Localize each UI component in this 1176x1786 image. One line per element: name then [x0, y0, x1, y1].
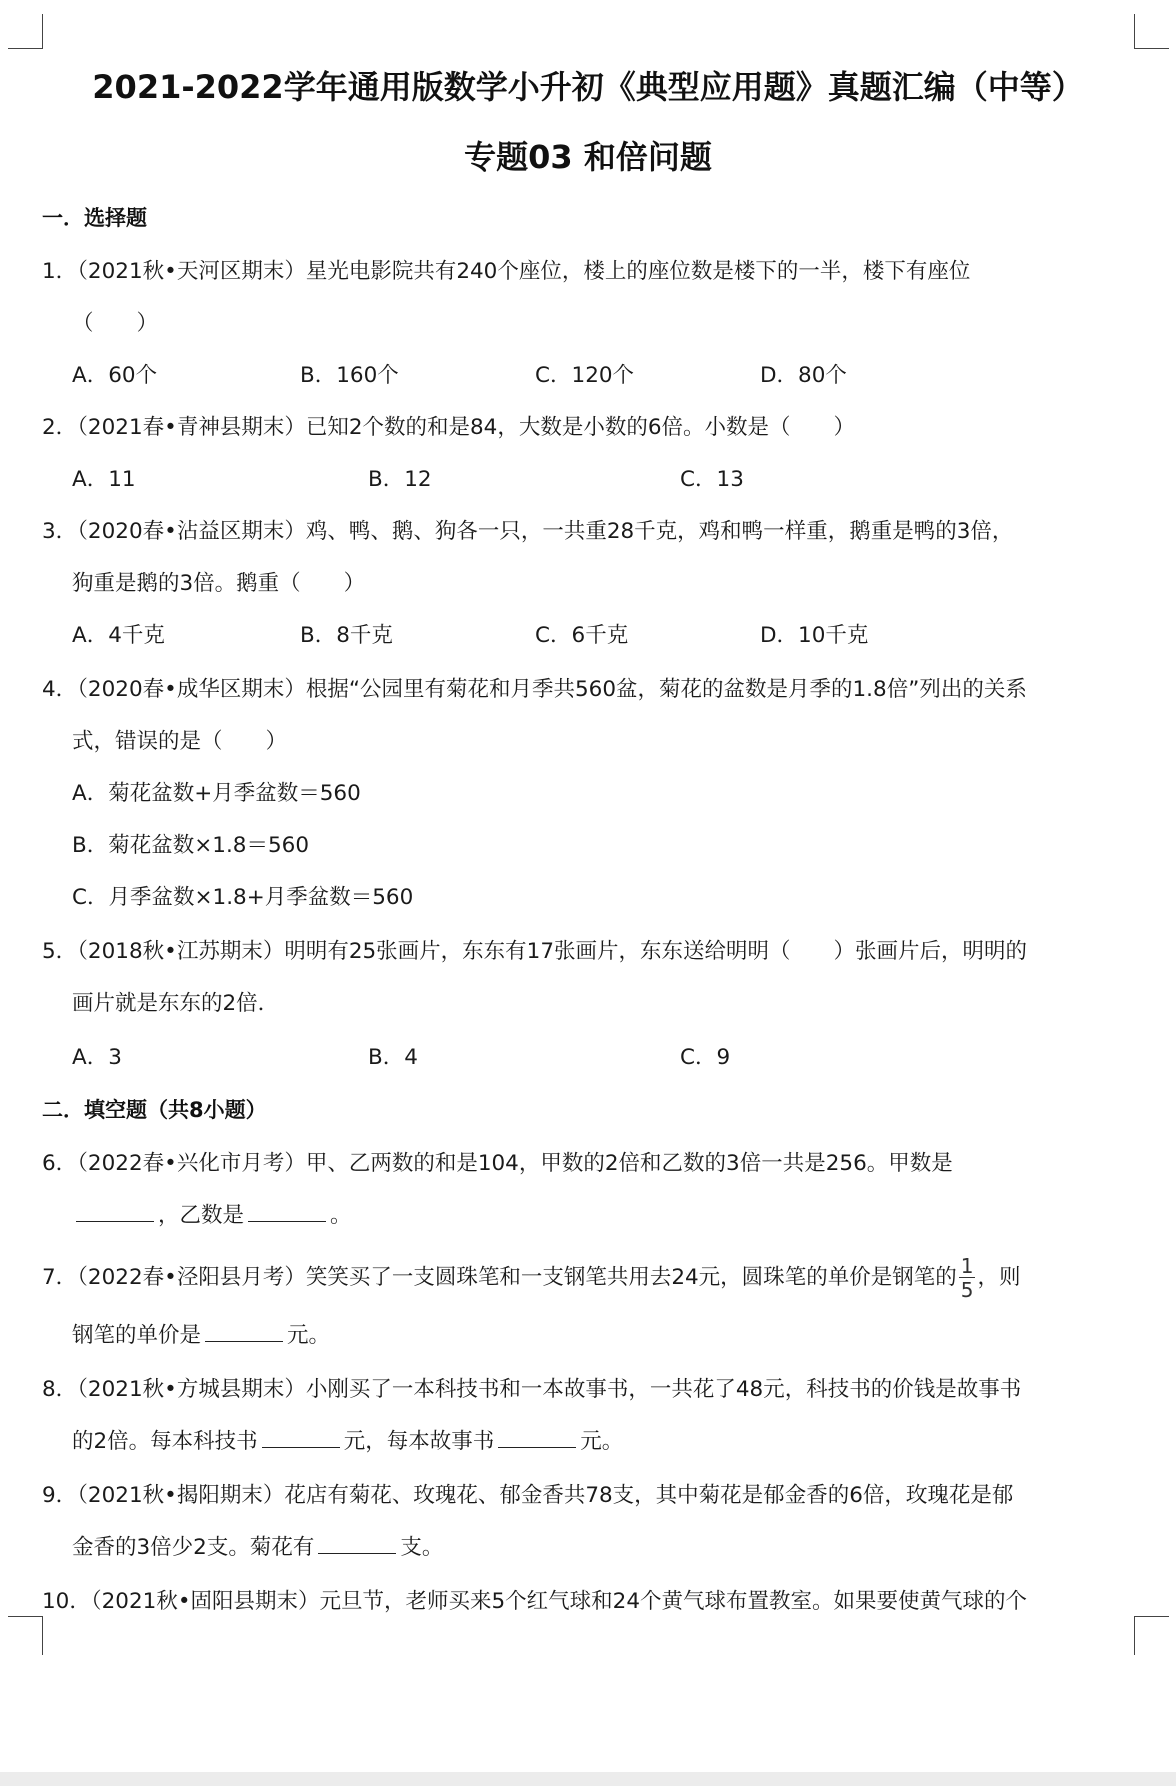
question-3-line-1: 3．（2020春•沾益区期末）鸡、鸭、鹅、狗各一只，一共重28千克，鸡和鸭一样重，鹅重是鸭的3倍，: [42, 519, 1014, 544]
question-6-text-mid: ，乙数是: [158, 1203, 245, 1228]
question-3-line-2: 狗重是鹅的3倍。鹅重（ ）: [72, 571, 366, 596]
question-1-option-b: B．160个: [300, 363, 399, 388]
question-4-option-b: B．菊花盆数×1.8＝560: [72, 833, 309, 858]
question-3-option-d: D．10千克: [760, 623, 869, 648]
fraction-numerator: 1: [960, 1254, 974, 1278]
question-1-line-1: 1．（2021秋•天河区期末）星光电影院共有240个座位，楼上的座位数是楼下的一半，楼下有座位: [42, 259, 971, 284]
question-4-option-c: C．月季盆数×1.8+月季盆数＝560: [72, 885, 414, 910]
section-choice-heading: 一．选择题: [42, 206, 147, 230]
question-9-text-end: 支。: [400, 1535, 444, 1560]
question-4-line-2: 式，错误的是（ ）: [72, 729, 288, 754]
question-6-blank-2[interactable]: [248, 1201, 326, 1222]
question-1-option-d: D．80个: [760, 363, 847, 388]
question-7-text-end: ，则: [977, 1265, 1021, 1290]
question-8-text-end: 元。: [580, 1429, 624, 1454]
question-5-option-b: B．4: [368, 1045, 418, 1070]
question-8-text-start: 的2倍。每本科技书: [72, 1429, 258, 1454]
fraction-denominator: 5: [960, 1278, 974, 1302]
crop-mark-bottom-left: [8, 1616, 43, 1655]
question-2-line-1: 2．（2021春•青神县期末）已知2个数的和是84，大数是小数的6倍。小数是（ ）: [42, 415, 856, 440]
question-4-line-1: 4．（2020春•成华区期末）根据“公园里有菊花和月季共560盆，菊花的盆数是月季的1.8倍”列出的关系: [42, 677, 1027, 702]
section-fill-heading: 二．填空题（共8小题）: [42, 1098, 267, 1122]
question-6-line-1: 6．（2022春•兴化市月考）甲、乙两数的和是104，甲数的2倍和乙数的3倍一共是256。甲数是: [42, 1151, 953, 1176]
page-bottom-edge: [0, 1772, 1176, 1786]
question-7-line-2: [72, 1318, 330, 1349]
question-1-option-a: A．60个: [72, 363, 158, 388]
crop-mark-top-left: [8, 14, 43, 49]
question-5-line-1: 5．（2018秋•江苏期末）明明有25张画片，东东有17张画片，东东送给明明（ ）张画片后，明明的: [42, 939, 1028, 964]
document-title: 2021-2022学年通用版数学小升初《典型应用题》真题汇编（中等）: [92, 68, 1084, 106]
question-7-line-1: [42, 1256, 1020, 1300]
question-2-option-c: C．13: [680, 467, 744, 492]
question-3-option-a: A．4千克: [72, 623, 165, 648]
question-3-option-b: B．8千克: [300, 623, 393, 648]
question-3-option-c: C．6千克: [535, 623, 629, 648]
question-6-blank-1[interactable]: [76, 1201, 154, 1222]
question-8-blank-2[interactable]: [498, 1427, 576, 1448]
question-7-text-2: 钢笔的单价是: [72, 1323, 202, 1348]
question-1-option-c: C．120个: [535, 363, 635, 388]
question-7-text: 7．（2022春•泾阳县月考）笑笑买了一支圆珠笔和一支钢笔共用去24元，圆珠笔的单价是钢笔的: [42, 1265, 957, 1290]
question-9-blank[interactable]: [318, 1533, 396, 1554]
document-subtitle: 专题03 和倍问题: [464, 138, 712, 176]
question-8-text-mid: 元，每本故事书: [343, 1429, 495, 1454]
question-5-option-a: A．3: [72, 1045, 122, 1070]
question-5-option-c: C．9: [680, 1045, 731, 1070]
question-9-line-1: 9．（2021秋•揭阳期末）花店有菊花、玫瑰花、郁金香共78支，其中菊花是郁金香的6倍，玫瑰花是郁: [42, 1483, 1014, 1508]
question-2-option-a: A．11: [72, 467, 136, 492]
question-7-text-2-end: 元。: [287, 1323, 331, 1348]
question-2-option-b: B．12: [368, 467, 432, 492]
question-6-line-2: [72, 1198, 352, 1229]
question-5-line-2: 画片就是东东的2倍．: [72, 991, 280, 1016]
question-6-text-end: 。: [330, 1203, 352, 1228]
question-7-fraction: [959, 1256, 976, 1300]
question-4-option-a: A．菊花盆数+月季盆数＝560: [72, 781, 361, 806]
question-8-blank-1[interactable]: [262, 1427, 340, 1448]
crop-mark-bottom-right: [1134, 1616, 1169, 1655]
question-8-line-1: 8．（2021秋•方城县期末）小刚买了一本科技书和一本故事书，一共花了48元，科技书的价钱是故事书: [42, 1377, 1022, 1402]
crop-mark-top-right: [1134, 14, 1169, 49]
question-9-line-2: [72, 1530, 443, 1561]
question-9-text-start: 金香的3倍少2支。菊花有: [72, 1535, 315, 1560]
question-1-line-2: （ ）: [72, 311, 159, 336]
question-7-blank[interactable]: [205, 1321, 283, 1342]
question-10-line-1: 10．（2021秋•固阳县期末）元旦节，老师买来5个红气球和24个黄气球布置教室。如果要使黄气球的个: [42, 1589, 1028, 1614]
question-8-line-2: [72, 1424, 623, 1455]
